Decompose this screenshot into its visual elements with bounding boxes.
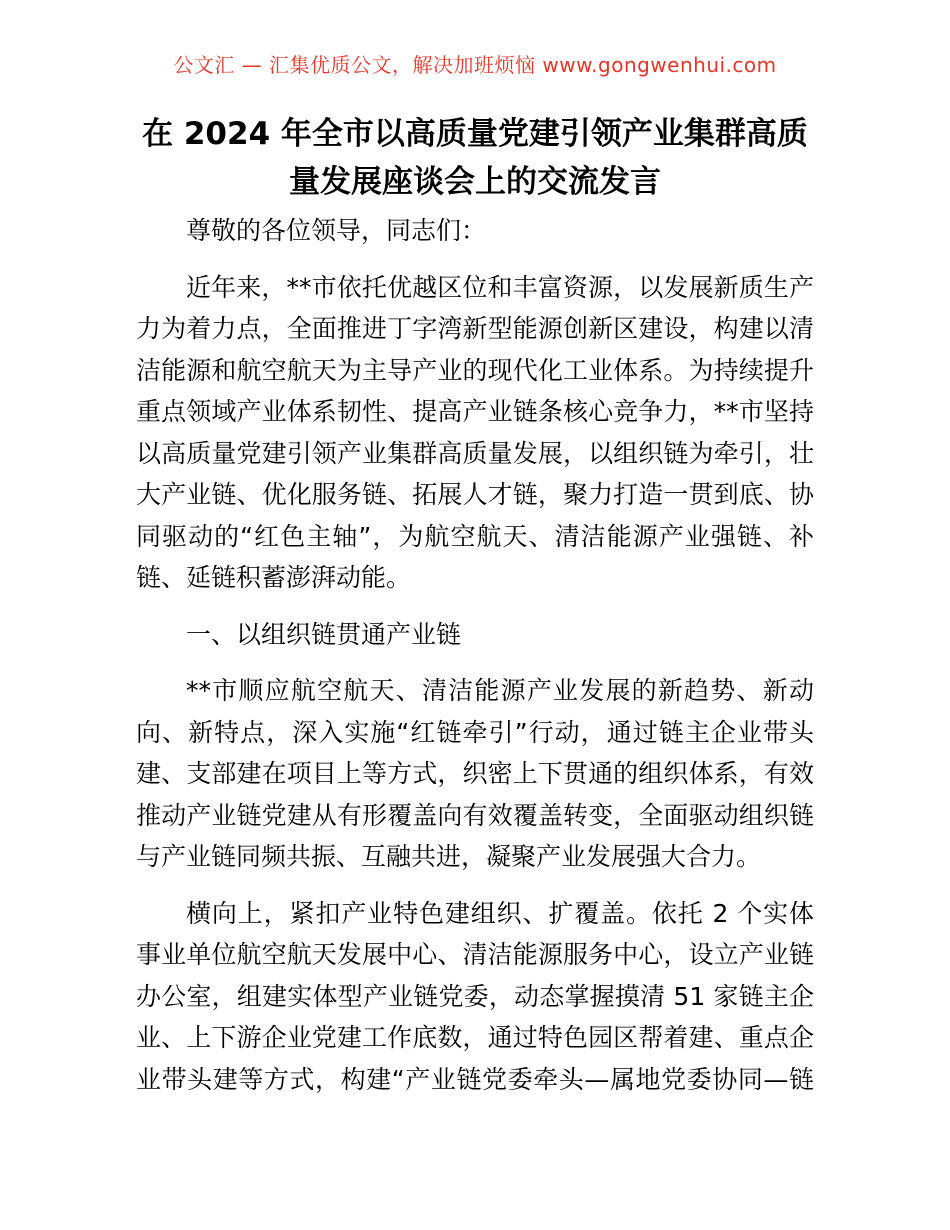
text-line: 推动产业链党建从有形覆盖向有效覆盖转变，全面驱动组织链 (136, 800, 814, 830)
text-line: 向、新特点，深入实施“红链牵引”行动，通过链主企业带头 (136, 717, 814, 747)
watermark-header-text: 公文汇 — 汇集优质公文，解决加班烦恼 www.gongwenhui.com (173, 53, 777, 77)
text-line: 近年来，**市依托优越区位和丰富资源，以发展新质生产 (186, 272, 814, 302)
title-line-2: 量发展座谈会上的交流发言 (289, 164, 661, 200)
text-line: 力为着力点，全面推进丁字湾新型能源创新区建设，构建以清 (136, 314, 814, 343)
text-line: 大产业链、优化服务链、拓展人才链，聚力打造一贯到底、协 (136, 480, 814, 509)
text-line: 建、支部建在项目上等方式，织密上下贯通的组织体系，有效 (136, 759, 814, 788)
text-line: 重点领域产业体系韧性、提高产业链条核心竞争力，**市坚持 (136, 397, 814, 426)
document-body (136, 210, 814, 1100)
text-line: 业、上下游企业党建工作底数，通过特色园区帮着建、重点企 (136, 1023, 814, 1052)
text-line: 以高质量党建引领产业集群高质量发展，以组织链为牵引，壮 (136, 438, 814, 468)
text-line: 横向上，紧扣产业特色建组织、扩覆盖。依托 2 个实体 (186, 898, 814, 928)
text-line: 业带头建等方式，构建“产业链党委牵头—属地党委协同—链 (136, 1064, 814, 1094)
text-line: 洁能源和航空航天为主导产业的现代化工业体系。为持续提升 (136, 355, 814, 385)
paragraph (136, 267, 814, 599)
paragraph (136, 670, 814, 878)
section-heading (136, 614, 814, 656)
text-line: 办公室，组建实体型产业链党委，动态掌握摸清 51 家链主企 (136, 981, 814, 1011)
document-title (130, 110, 820, 206)
text-line: **市顺应航空航天、清洁能源产业发展的新趋势、新动 (186, 676, 814, 705)
text-line: 一、以组织链贯通产业链 (186, 619, 462, 649)
text-line: 链、延链积蓄澎湃动能。 (136, 563, 412, 592)
paragraph (136, 893, 814, 1101)
text-line: 与产业链同频共振、互融共进，凝聚产业发展强大合力。 (136, 842, 762, 871)
text-line: 同驱动的“红色主轴”，为航空航天、清洁能源产业强链、补 (136, 521, 814, 551)
text-line: 事业单位航空航天发展中心、清洁能源服务中心，设立产业链 (136, 940, 814, 969)
paragraph (136, 210, 814, 252)
text-line: 尊敬的各位领导，同志们： (186, 216, 487, 245)
title-line-1: 在 2024 年全市以高质量党建引领产业集群高质 (142, 116, 808, 152)
